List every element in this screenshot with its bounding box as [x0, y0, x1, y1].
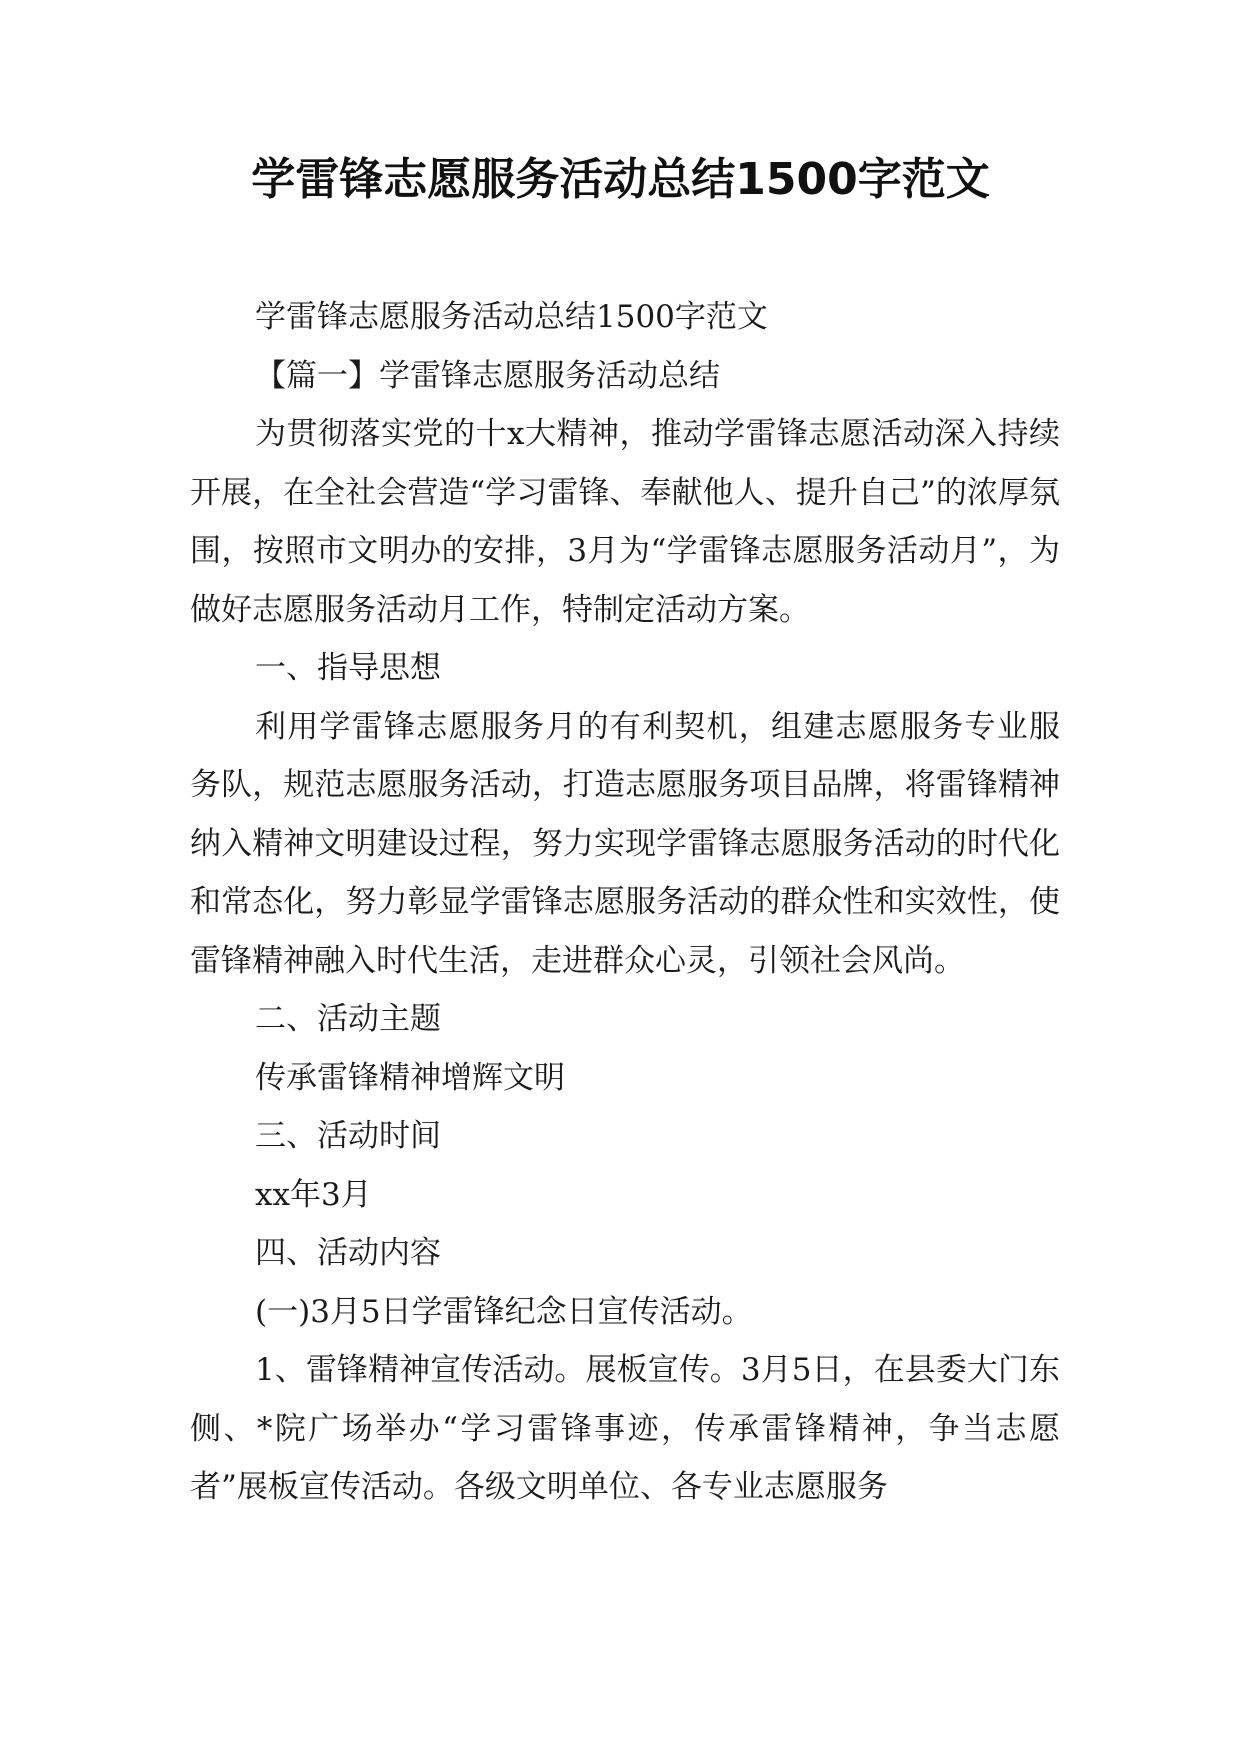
paragraph-guiding-ideology: 利用学雷锋志愿服务月的有利契机，组建志愿服务专业服务队，规范志愿服务活动，打造志愿服务项目品牌，将雷锋精神纳入精神文明建设过程，努力实现学雷锋志愿服务活动的时代化和常态化，努力彰显学雷锋志愿服务活动的群众性和实效性，使雷锋精神融入时代生活，走进群众心灵，引领社会风尚。: [190, 708, 1060, 979]
heading-activity-theme: 二、活动主题: [255, 1001, 441, 1037]
heading-activity-content: 四、活动内容: [255, 1235, 441, 1271]
paragraph-subtitle: 学雷锋志愿服务活动总结1500字范文: [255, 299, 768, 335]
paragraph-intro: 为贯彻落实党的十x大精神，推动学雷锋志愿活动深入持续开展，在全社会营造“学习雷锋、奉献他人、提升自己”的浓厚氛围，按照市文明办的安排，3月为“学雷锋志愿服务活动月”，为做好志愿服务活动月工作，特制定活动方案。: [190, 416, 1060, 628]
paragraph-activity-theme: 传承雷锋精神增辉文明: [255, 1059, 565, 1096]
paragraph-section-heading: 【篇一】学雷锋志愿服务活动总结: [255, 357, 720, 394]
paragraph-activity-time: xx年3月: [255, 1176, 372, 1213]
document-title: 学雷锋志愿服务活动总结1500字范文: [251, 154, 990, 205]
paragraph-content-item-1: (一)3月5日学雷锋纪念日宣传活动。: [255, 1293, 753, 1330]
paragraph-content-item-2: 1、雷锋精神宣传活动。展板宣传。3月5日，在县委大门东侧、*院广场举办“学习雷锋事迹，传承雷锋精神，争当志愿者”展板宣传活动。各级文明单位、各专业志愿服务: [190, 1352, 1060, 1505]
document-body: [190, 288, 1060, 1517]
heading-activity-time: 三、活动时间: [255, 1118, 441, 1154]
heading-guiding-ideology: 一、指导思想: [255, 650, 441, 686]
